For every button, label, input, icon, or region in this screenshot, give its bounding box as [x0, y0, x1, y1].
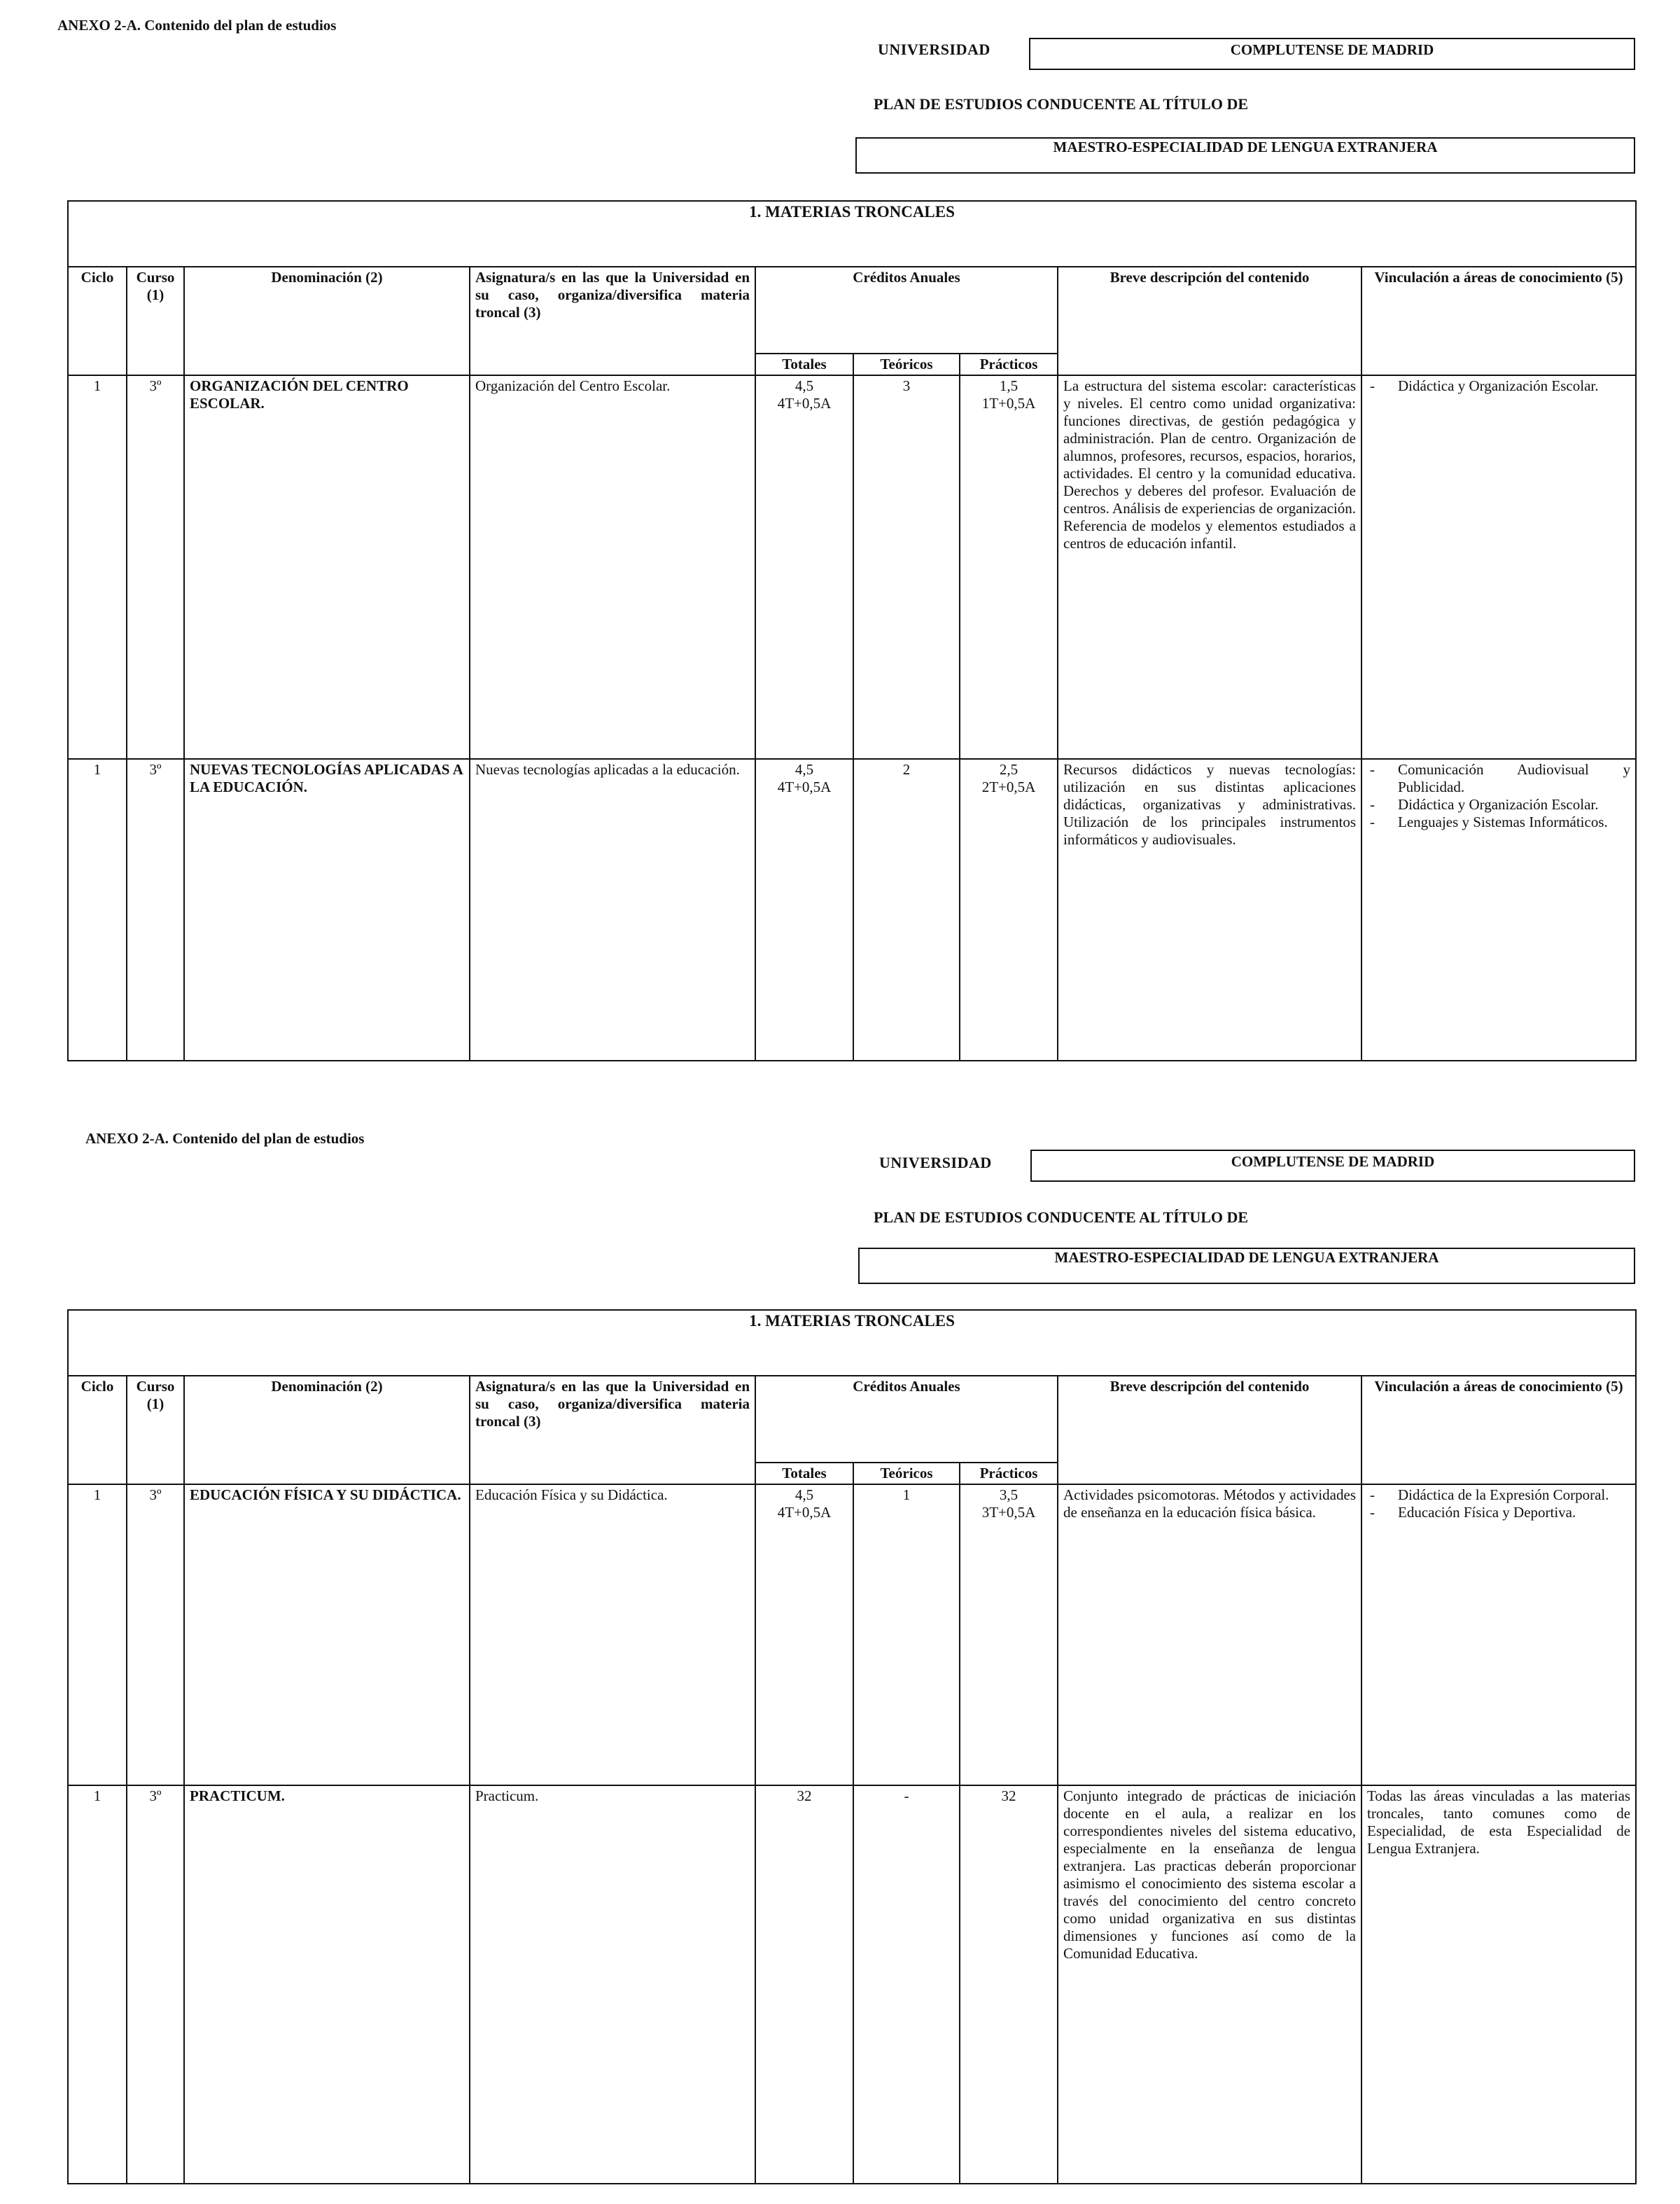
practicos-value: 3,5 — [999, 1486, 1018, 1503]
header-denominacion: Denominación (2) — [184, 1376, 470, 1484]
practicos-value: 32 — [1001, 1787, 1016, 1804]
header-descripcion: Breve descripción del contenido — [1058, 1376, 1362, 1484]
cell-vinculacion — [1362, 759, 1636, 1061]
materias-troncales-table — [67, 200, 1637, 1061]
practicos-value: 1,5 — [999, 377, 1018, 394]
area-item: - Educación Física y Deportiva. — [1367, 1504, 1630, 1521]
cell-curso: 3º — [127, 1484, 184, 1785]
table-row — [68, 759, 1636, 1061]
totales-sub: 4T+0,5A — [777, 395, 832, 412]
cell-teoricos: 2 — [853, 759, 960, 1061]
anexo-heading: ANEXO 2-A. Contenido del plan de estudios — [57, 17, 337, 34]
totales-sub: 4T+0,5A — [777, 1504, 832, 1521]
header-ciclo: Ciclo — [68, 267, 127, 375]
cell-teoricos: 3 — [853, 375, 960, 759]
area-item: - Didáctica y Organización Escolar. — [1367, 796, 1630, 814]
cell-descripcion: La estructura del sistema escolar: características y niveles. El centro como unidad organizativa: funciones directivas, de gestión pedagógica y administración. Plan de centro. Organización de alumnos, profesores, recursos, espacios, horarios, actividades. El centro y la comunidad educativa. Derechos y deberes del profesor. Evaluación de centros. Análisis de experiencias de organización. Referencia de modelos y elementos estudiados a centros de educación infantil. — [1058, 375, 1362, 759]
header-curso: Curso (1) — [127, 1376, 184, 1484]
anexo-heading: ANEXO 2-A. Contenido del plan de estudios — [85, 1130, 365, 1147]
universidad-box: COMPLUTENSE DE MADRID — [1029, 38, 1635, 70]
table-row — [68, 1484, 1636, 1785]
header-teoricos: Teóricos — [853, 354, 960, 375]
cell-practicos — [960, 1484, 1058, 1785]
cell-asignatura: Nuevas tecnologías aplicadas a la educación. — [470, 759, 755, 1061]
practicos-value: 2,5 — [999, 761, 1018, 778]
cell-totales — [755, 1484, 853, 1785]
cell-practicos — [960, 375, 1058, 759]
cell-denominacion: NUEVAS TECNOLOGÍAS APLICADAS A LA EDUCACIÓN. — [184, 759, 470, 1061]
universidad-label: UNIVERSIDAD — [878, 41, 990, 58]
totales-value: 4,5 — [794, 761, 814, 778]
plan-estudios-label: PLAN DE ESTUDIOS CONDUCENTE AL TÍTULO DE — [874, 95, 1249, 113]
cell-ciclo: 1 — [68, 759, 127, 1061]
header-totales: Totales — [755, 354, 853, 375]
cell-ciclo: 1 — [68, 375, 127, 759]
cell-totales — [755, 759, 853, 1061]
cell-denominacion: EDUCACIÓN FÍSICA Y SU DIDÁCTICA. — [184, 1484, 470, 1785]
cell-practicos — [960, 1785, 1058, 2184]
table-row — [68, 1785, 1636, 2184]
header-creditos-anuales: Créditos Anuales — [755, 267, 1058, 354]
header-practicos: Prácticos — [960, 1463, 1058, 1484]
cell-vinculacion — [1362, 375, 1636, 759]
table-title: 1. MATERIAS TRONCALES — [68, 201, 1636, 267]
header-totales: Totales — [755, 1463, 853, 1484]
practicos-sub: 2T+0,5A — [981, 779, 1036, 795]
header-curso: Curso (1) — [127, 267, 184, 375]
header-practicos: Prácticos — [960, 354, 1058, 375]
area-item: - Lenguajes y Sistemas Informáticos. — [1367, 814, 1630, 831]
practicos-sub: 1T+0,5A — [981, 395, 1036, 412]
table-row — [68, 375, 1636, 759]
header-asignatura: Asignatura/s en las que la Universidad en su caso, organiza/diversifica materia troncal (3) — [470, 267, 755, 375]
header-vinculacion: Vinculación a áreas de conocimiento (5) — [1362, 1376, 1636, 1484]
totales-sub: 4T+0,5A — [777, 779, 832, 795]
area-item: - Didáctica de la Expresión Corporal. — [1367, 1486, 1630, 1504]
cell-curso: 3º — [127, 375, 184, 759]
cell-totales — [755, 1785, 853, 2184]
plan-estudios-label: PLAN DE ESTUDIOS CONDUCENTE AL TÍTULO DE — [874, 1208, 1249, 1226]
header-descripcion: Breve descripción del contenido — [1058, 267, 1362, 375]
cell-ciclo: 1 — [68, 1484, 127, 1785]
cell-vinculacion: Todas las áreas vinculadas a las materias troncales, tanto comunes como de Especialidad, de esta Especialidad de Lengua Extranjera. — [1362, 1785, 1636, 2184]
universidad-box: COMPLUTENSE DE MADRID — [1030, 1150, 1635, 1182]
materias-troncales-table — [67, 1309, 1637, 2184]
titulo-box: MAESTRO-ESPECIALIDAD DE LENGUA EXTRANJERA — [858, 1248, 1635, 1284]
totales-value: 4,5 — [794, 1486, 814, 1503]
cell-totales — [755, 375, 853, 759]
cell-descripcion: Actividades psicomotoras. Métodos y actividades de enseñanza en la educación física básica. — [1058, 1484, 1362, 1785]
totales-value: 4,5 — [794, 377, 814, 394]
area-item: - Didáctica y Organización Escolar. — [1367, 377, 1630, 395]
cell-denominacion: PRACTICUM. — [184, 1785, 470, 2184]
cell-descripcion: Conjunto integrado de prácticas de iniciación docente en el aula, a realizar en los correspondientes niveles del sistema educativo, especialmente en la enseñanza de lengua extranjera. Las practicas deberán proporcionar asimismo el conocimiento des sistema escolar a través del conocimiento del centro concreto como unidad organizativa en sus distintas dimensiones y funciones así como de la Comunidad Educativa. — [1058, 1785, 1362, 2184]
totales-value: 32 — [797, 1787, 812, 1804]
cell-denominacion: ORGANIZACIÓN DEL CENTRO ESCOLAR. — [184, 375, 470, 759]
header-asignatura: Asignatura/s en las que la Universidad en su caso, organiza/diversifica materia troncal (3) — [470, 1376, 755, 1484]
cell-teoricos: - — [853, 1785, 960, 2184]
cell-ciclo: 1 — [68, 1785, 127, 2184]
header-teoricos: Teóricos — [853, 1463, 960, 1484]
universidad-label: UNIVERSIDAD — [879, 1154, 992, 1171]
cell-curso: 3º — [127, 759, 184, 1061]
header-vinculacion: Vinculación a áreas de conocimiento (5) — [1362, 267, 1636, 375]
table-title: 1. MATERIAS TRONCALES — [68, 1310, 1636, 1376]
cell-practicos — [960, 759, 1058, 1061]
header-creditos-anuales: Créditos Anuales — [755, 1376, 1058, 1463]
practicos-sub: 3T+0,5A — [981, 1504, 1036, 1521]
cell-asignatura: Educación Física y su Didáctica. — [470, 1484, 755, 1785]
area-item: - Comunicación Audiovisual y Publicidad. — [1367, 761, 1630, 796]
cell-vinculacion — [1362, 1484, 1636, 1785]
cell-asignatura: Organización del Centro Escolar. — [470, 375, 755, 759]
header-ciclo: Ciclo — [68, 1376, 127, 1484]
cell-asignatura: Practicum. — [470, 1785, 755, 2184]
header-denominacion: Denominación (2) — [184, 267, 470, 375]
titulo-box: MAESTRO-ESPECIALIDAD DE LENGUA EXTRANJERA — [855, 137, 1635, 174]
cell-descripcion: Recursos didácticos y nuevas tecnologías: utilización en sus distintas aplicaciones didácticas, organizativas y administrativas. Utilización de los principales instrumentos informáticos y audiovisuales. — [1058, 759, 1362, 1061]
cell-curso: 3º — [127, 1785, 184, 2184]
cell-teoricos: 1 — [853, 1484, 960, 1785]
